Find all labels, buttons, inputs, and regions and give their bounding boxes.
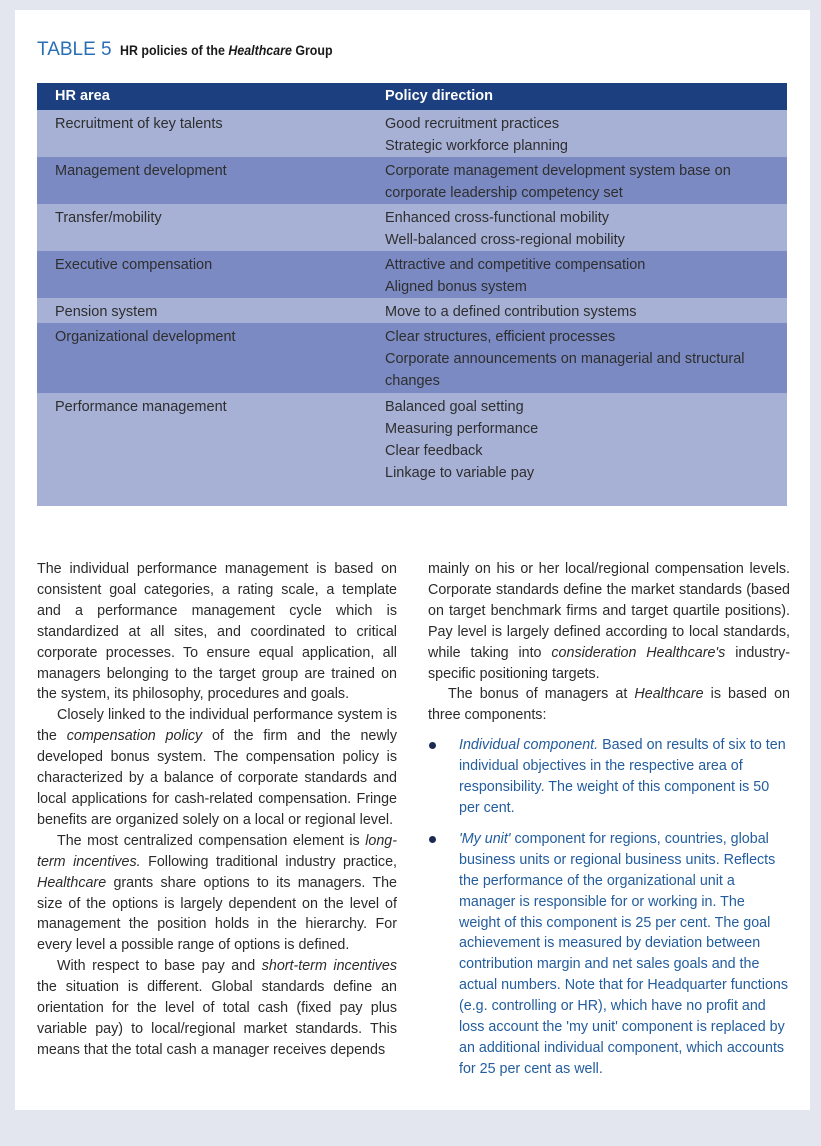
table-row [37, 393, 787, 506]
row-area: Transfer/mobility [55, 210, 162, 226]
bullet-dot-icon [429, 836, 436, 843]
header-policy-direction: Policy direction [385, 88, 493, 104]
row-policies: Move to a defined contribution systems [385, 304, 637, 320]
table-header-row [37, 83, 787, 110]
document-page [15, 10, 810, 1110]
row-policies: Good recruitment practices Strategic workforce planning [385, 116, 568, 154]
row-area: Organizational development [55, 329, 236, 345]
row-area: Management development [55, 163, 227, 179]
table-caption: HR policies of the Healthcare Group [120, 43, 333, 58]
paragraph: The individual performance management is based on consistent goal categories, a rating scale, a template and a performance management cycle which is standardized at all sites, and coordinated to critical corporate processes. To ensure equal application, all managers belonging to the target group are trained on the system, its philosophy, procedures and goals. [37, 561, 397, 703]
table-row [37, 251, 787, 298]
body-column-left [37, 559, 397, 1061]
table-title [37, 39, 351, 61]
row-policies: Clear structures, efficient processes Corporate announcements on managerial and structural changes [385, 329, 745, 389]
paragraph: Closely linked to the individual performance system is the compensation policy of the firm and the newly developed bonus system. The compensation policy is characterized by a balance of corporate standards and local applications for cash-related compensation. Fringe benefits are organized solely on a local or regional level. [37, 707, 397, 828]
header-hr-area: HR area [55, 88, 110, 104]
table-row [37, 204, 787, 251]
body-column-right [428, 559, 790, 1090]
row-policies: Corporate management development system base on corporate leadership competency set [385, 163, 731, 201]
hr-policies-table [37, 83, 787, 506]
paragraph: The most centralized compensation element is long-term incentives. Following traditional industry practice, Healthcare grants share options to its managers. The size of the options is largely dependent on the level of management the position holds in the hierarchy. For every level a possible range of options is defined. [37, 832, 397, 954]
bullet-item: Individual component. Based on results of six to ten individual objectives in the respective area of responsibility. The weight of this component is 50 per cent. [428, 735, 790, 819]
row-policies: Balanced goal setting Measuring performance Clear feedback Linkage to variable pay [385, 399, 539, 481]
bullet-dot-icon [429, 742, 436, 749]
row-area: Recruitment of key talents [55, 116, 223, 132]
paragraph: The bonus of managers at Healthcare is based on three components: [428, 686, 790, 724]
bullet-item: 'My unit' component for regions, countries, global business units or regional business units. Reflects the performance of the organizational unit a manager is responsible for or working in. The weight of this component is 25 per cent. The goal achievement is measured by deviation between contribution margin and net sales goals and the actual numbers. Note that for Headquarter functions (e.g. controlling or HR), which have no profit and loss account the 'my unit' component is replaced by an additional individual component, which accounts for 25 per cent as well. [428, 829, 790, 1080]
table-row [37, 323, 787, 393]
row-policies: Enhanced cross-functional mobility Well-balanced cross-regional mobility [385, 210, 625, 248]
bullet-list [428, 735, 790, 1080]
row-policies: Attractive and competitive compensation Aligned bonus system [385, 257, 646, 295]
table-label: TABLE 5 [37, 39, 112, 60]
row-area: Executive compensation [55, 257, 213, 273]
paragraph: mainly on his or her local/regional compensation levels. Corporate standards define the market standards (based on target benchmark firms and target quartile positions). Pay level is largely defined according to local standards, while taking into consideration Healthcare's industry-specific positioning targets. [428, 561, 791, 682]
table-row [37, 298, 787, 323]
row-area: Pension system [55, 304, 158, 320]
table-row [37, 110, 787, 157]
paragraph: With respect to base pay and short-term incentives the situation is different. Global standards define an orientation for the level of total cash (fixed pay plus variable pay) to local/regional market standards. This means that the total cash a manager receives depends [37, 958, 398, 1058]
row-area: Performance management [55, 399, 227, 415]
table-row [37, 157, 787, 204]
